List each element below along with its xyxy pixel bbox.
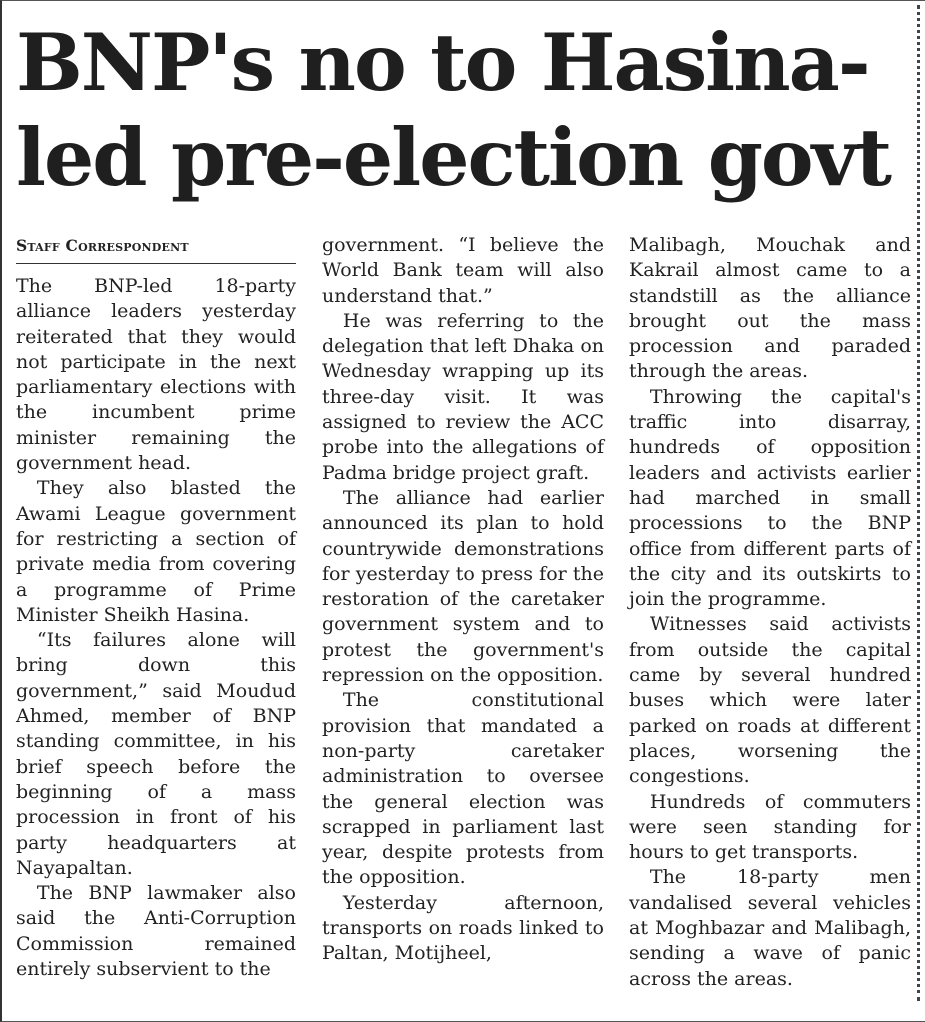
paragraph-continued: government. “I believe the World Bank team will also understand that.” (322, 234, 604, 307)
paragraph: The alliance had earlier announced its plan to hold countrywide demonstrations for yesterday to press for the restoration of the caretaker government system and to protest the government's repression on the opposition. (322, 486, 604, 687)
dotted-column-rule (917, 5, 920, 1001)
headline: BNP's no to Hasina-led pre-election govt (16, 16, 891, 204)
paragraph: They also blasted the Awami League government for restricting a section of private media from covering a programme of Prime Minister Sheikh Hasina. (16, 477, 296, 626)
paragraph: The BNP-led 18-party alliance leaders yesterday reiterated that they would not participate in the next parliamentary elections with the incumbent prime minister remaining the government head. (16, 275, 296, 475)
paragraph: He was referring to the delegation that left Dhaka on Wednesday wrapping up its three-day visit. It was assigned to review the ACC probe into the allegations of Padma bridge project graft. (322, 309, 604, 484)
paragraph: Yesterday afternoon, transports on roads linked to Paltan, Motijheel, (322, 891, 604, 965)
article-column-2 (322, 233, 604, 967)
paragraph: Witnesses said activists from outside the capital came by several hundred buses which were later parked on roads at different places, worsening the congestions. (629, 613, 911, 788)
paragraph: The BNP lawmaker also said the Anti-Corruption Commission remained entirely subservient to the (16, 882, 296, 981)
article-column-1 (16, 233, 296, 982)
paragraph: The 18-party men vandalised several vehicles at Moghbazar and Malibagh, sending a wave of panic across the areas. (629, 866, 911, 990)
paragraph: Throwing the capital's traffic into disarray, hundreds of opposition leaders and activists earlier had marched in small processions to the BNP office from different parts of the city and its outskirts to join the programme. (629, 385, 911, 611)
paragraph: Hundreds of commuters were seen standing for hours to get transports. (629, 790, 911, 864)
paragraph: The constitutional provision that mandated a non-party caretaker administration to oversee the general election was scrapped in parliament last year, despite protests from the opposition. (322, 689, 604, 889)
article-column-3 (629, 233, 911, 992)
paragraph-continued: Malibagh, Mouchak and Kakrail almost came to a standstill as the alliance brought out the mass procession and paraded through the areas. (629, 234, 911, 383)
byline: Staff Correspondent (16, 233, 296, 264)
paragraph: “Its failures alone will bring down this government,” said Moudud Ahmed, member of BNP standing committee, in his brief speech before the beginning of a mass procession in front of his party headquarters at Nayapaltan. (16, 629, 296, 879)
